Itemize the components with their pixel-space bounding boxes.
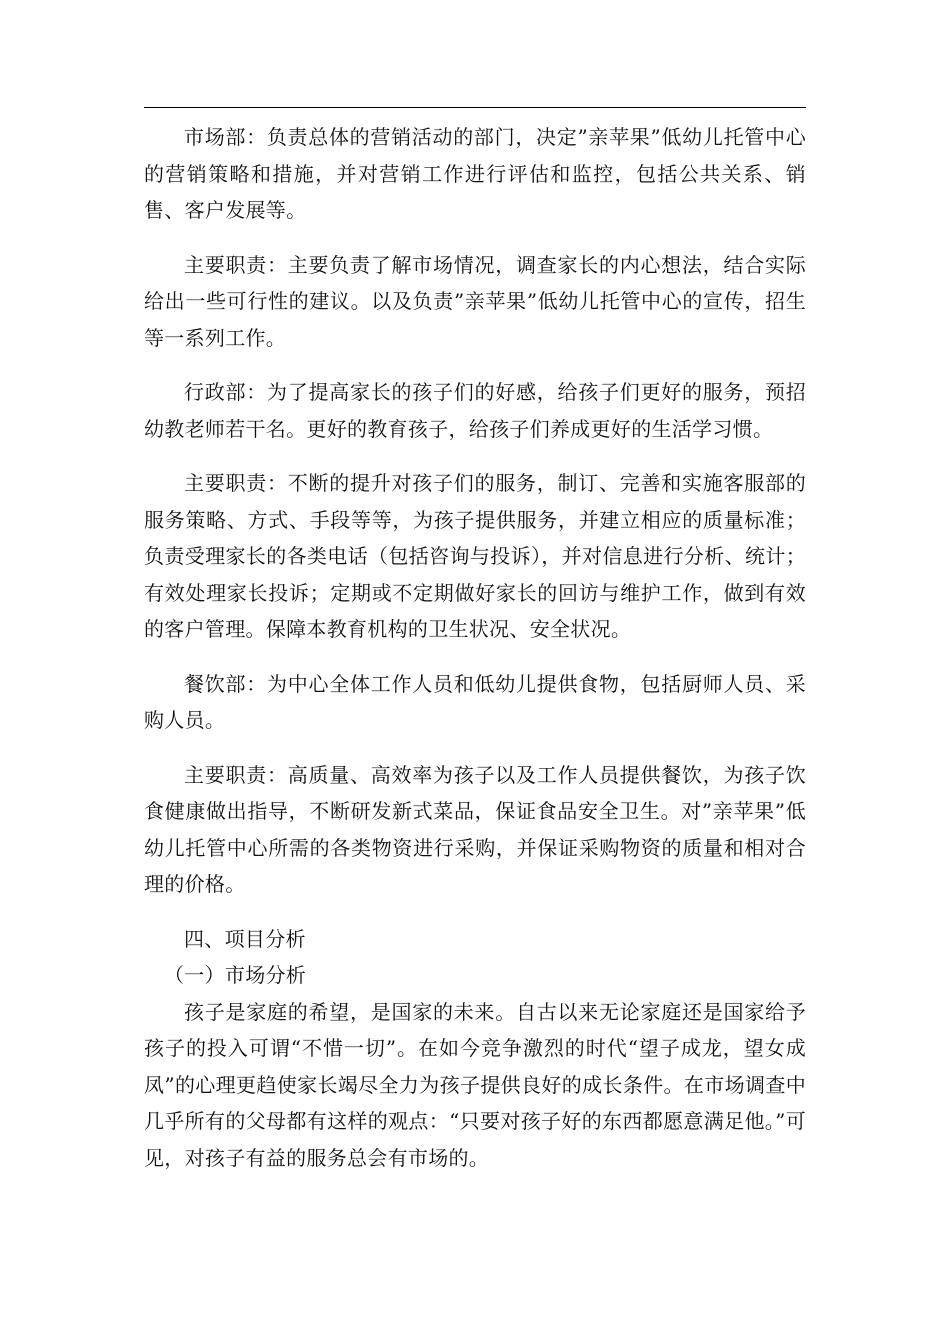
paragraph-catering-duties: 主要职责：高质量、高效率为孩子以及工作人员提供餐饮，为孩子饮食健康做出指导，不断研发新式菜品，保证食品安全卫生。对”亲苹果”低幼儿托管中心所需的各类物资进行采购，并保证采购物资的质量和相对合理的价格。 — [144, 762, 806, 896]
paragraph-marketing-duties: 主要职责：主要负责了解市场情况，调查家长的内心想法，结合实际给出一些可行性的建议。以及负责”亲苹果”低幼儿托管中心的宣传，招生等一系列工作。 — [144, 252, 806, 350]
subsection-heading: （一）市场分析 — [164, 963, 307, 987]
section-heading: 四、项目分析 — [184, 926, 306, 951]
paragraph-marketing-dept: 市场部：负责总体的营销活动的部门，决定”亲苹果”低幼儿托管中心的营销策略和措施，并对营销工作进行评估和监控，包括公共关系、销售、客户发展等。 — [144, 125, 806, 222]
paragraph-admin-dept: 行政部：为了提高家长的孩子们的好感，给孩子们更好的服务，预招幼教老师若干名。更好的教育孩子，给孩子们养成更好的生活学习惯。 — [144, 380, 806, 441]
paragraph-catering-dept: 餐饮部：为中心全体工作人员和低幼儿提供食物，包括厨师人员、采购人员。 — [144, 671, 806, 732]
document-body — [144, 119, 806, 1176]
header-rule — [144, 107, 806, 108]
paragraph-admin-duties: 主要职责：不断的提升对孩子们的服务，制订、完善和实施客服部的服务策略、方式、手段等等，为孩子提供服务，并建立相应的质量标准；负责受理家长的各类电话（包括咨询与投诉），并对信息进行分析、统计；有效处理家长投诉；定期或不定期做好家长的回访与维护工作，做到有效的客户管理。保障本教育机构的卫生状况、安全状况。 — [144, 471, 806, 641]
paragraph-market-analysis: 孩子是家庭的希望，是国家的未来。自古以来无论家庭还是国家给予孩子的投入可谓“不惜一切”。在如今竞争激烈的时代“望子成龙，望女成凤”的心理更趋使家长竭尽全力为孩子提供良好的成长条件。在市场调查中几乎所有的父母都有这样的观点：“只要对孩子好的东西都愿意满足他。”可见，对孩子有益的服务总会有市场的。 — [144, 999, 806, 1170]
